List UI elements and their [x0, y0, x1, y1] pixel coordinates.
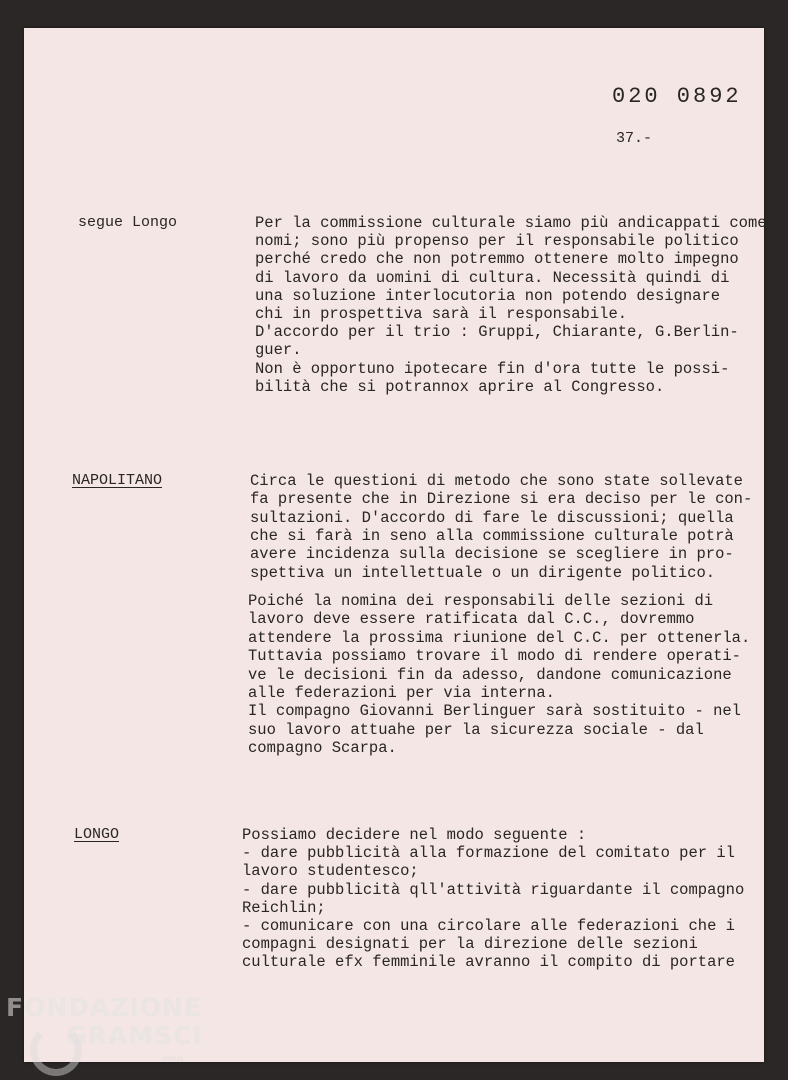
- text-line: alle federazioni per via interna.: [248, 684, 555, 702]
- page-number: 37.-: [616, 130, 653, 147]
- watermark-line2: GRAMSCI: [66, 1021, 203, 1050]
- text-line: una soluzione interlocutoria non potendo designare: [255, 286, 721, 305]
- text-line: fa presente che in Direzione si era deciso per le con-: [250, 490, 753, 509]
- text-line: - comunicare con una circolare alle federazioni che i: [242, 917, 735, 935]
- text-line: Per la commissione culturale siamo più andicappati come: [255, 214, 767, 232]
- text-line: suo lavoro attuahe per la sicurezza sociale - dal: [248, 720, 704, 739]
- text-line: Tuttavia possiamo trovare il modo di rendere operati-: [248, 647, 741, 666]
- text-line: bilità che si potrannox aprire al Congresso.: [255, 377, 665, 396]
- text-line: sultazioni. D'accordo di fare le discussioni; quella: [250, 508, 734, 527]
- text-line: lavoro studentesco;: [242, 862, 419, 881]
- text-line: che si farà in seno alla commissione culturale potrà: [250, 526, 734, 545]
- watermark: [6, 994, 203, 1050]
- text-line: nomi; sono più propenso per il responsabile politico: [255, 232, 739, 251]
- text-line: guer.: [255, 341, 302, 360]
- text-line: Possiamo decidere nel modo seguente :: [242, 826, 587, 844]
- text-line: spettiva un intellettuale o un dirigente politico.: [250, 563, 716, 582]
- text-line: Il compagno Giovanni Berlinguer sarà sostituito - nel: [248, 702, 741, 721]
- watermark-sub: onlus: [162, 1054, 184, 1063]
- text-line: D'accordo per il trio : Gruppi, Chiarante, G.Berlin-: [255, 323, 739, 342]
- text-line: Poiché la nomina dei responsabili delle sezioni di: [248, 592, 714, 610]
- text-line: Reichlin;: [242, 898, 326, 917]
- watermark-line1: FONDAZIONE: [6, 993, 203, 1022]
- text-line: - dare pubblicità qll'attività riguardante il compagno: [242, 880, 745, 899]
- speaker-napolitano: NAPOLITANO: [72, 472, 163, 489]
- text-line: attendere la prossima riunione del C.C. per ottenerla.: [248, 628, 751, 647]
- text-line: lavoro deve essere ratificata dal C.C., dovremmo: [248, 610, 695, 629]
- text-line: perché credo che non potremmo ottenere molto impegno: [255, 250, 739, 269]
- text-line: chi in prospettiva sarà il responsabile.: [255, 305, 628, 323]
- speaker-longo: LONGO: [74, 826, 120, 843]
- speaker-segue-longo: segue Longo: [78, 214, 178, 231]
- archive-code: 020 0892: [612, 84, 742, 109]
- text-line: compagni designati per la direzione delle sezioni: [242, 935, 698, 954]
- text-line: avere incidenza sulla decisione se scegliere in pro-: [250, 545, 734, 564]
- text-line: di lavoro da uomini di cultura. Necessità quindi di: [255, 268, 730, 287]
- text-line: ve le decisioni fin da adesso, dandone comunicazione: [248, 665, 732, 684]
- text-line: Non è opportuno ipotecare fin d'ora tutte le possi-: [255, 359, 730, 378]
- text-line: - dare pubblicità alla formazione del comitato per il: [242, 844, 735, 863]
- text-line: Circa le questioni di metodo che sono state sollevate: [250, 472, 743, 490]
- text-line: compagno Scarpa.: [248, 739, 397, 758]
- text-line: culturale efx femminile avranno il compito di portare: [242, 953, 735, 972]
